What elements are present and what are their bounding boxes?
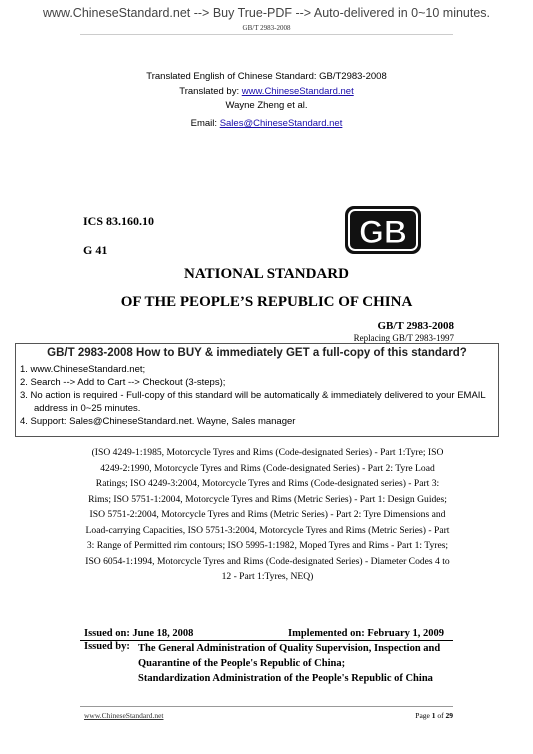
- issuer-line-3: Standardization Administration of the People's Republic of China: [138, 673, 433, 684]
- header-doc-number: GB/T 2983-2008: [242, 24, 291, 32]
- page-separator: of: [435, 711, 446, 720]
- buy-step-3: 3. No action is required - Full-copy of this standard will be automatically & immediately delivered to your EMAIL address in 0~25 minutes.: [20, 390, 486, 414]
- email-label: Email:: [190, 118, 220, 129]
- buy-step-2: 2. Search --> Add to Cart --> Checkout (3-steps);: [20, 377, 226, 388]
- title-line-1: NATIONAL STANDARD: [184, 266, 349, 282]
- page-current: 1: [431, 711, 436, 720]
- translator-site-link[interactable]: www.ChineseStandard.net: [241, 86, 354, 97]
- issued-date: Issued on: June 18, 2008: [84, 628, 194, 639]
- translated-by-line: [0, 86, 533, 97]
- iso-equivalents: (ISO 4249-1:1985, Motorcycle Tyres and Rims (Code-designated Series) - Part 1:Tyre; ISO 4249-2:1990, Motorcycle Tyres and Rims (Code-designated Series) - Part 2: Tyre Load Ratings; ISO 4249-3:2004, Motorcycle Tyres and Rims (Code-designated series) - Part 3: Rims; ISO 5751-1:2004, Motorcycle Tyres and Rims (Metric Series) - Part 1: Design Guides; ISO 5751-2:2004, Motorcycle Tyres and Rims (Metric Series) - Part 2: Tyre Dimensions and Load-carrying Capacities, ISO 5751-3:2004, Motorcycle Tyres and Rims (Metric Series) - Part 3: Range of Permitted rim contours; ISO 5995-1:1982, Moped Tyres and Rims - Part 1: Tyres; ISO 6054-1:1994, Motorcycle Tyres and Rims (Code-designated Series) - Diameter Codes 4 to 12 - Part 1:Tyres, NEQ): [85, 447, 450, 582]
- email-link[interactable]: Sales@ChineseStandard.net: [219, 118, 343, 129]
- gb-logo-text: GB: [359, 214, 407, 250]
- replacing-note: Replacing GB/T 2983-1997: [353, 333, 454, 343]
- issuer-line-2: Quarantine of the People's Republic of China;: [138, 658, 346, 669]
- implemented-date: Implemented on: February 1, 2009: [288, 628, 445, 639]
- standard-number: GB/T 2983-2008: [377, 320, 454, 332]
- footer-site-link[interactable]: www.ChineseStandard.net: [84, 711, 164, 720]
- gb-logo: [344, 205, 422, 255]
- header-divider: [80, 34, 453, 35]
- page-total: 29: [445, 711, 453, 720]
- title-line-2: OF THE PEOPLE’S REPUBLIC OF CHINA: [120, 294, 413, 310]
- translated-by-label: Translated by:: [179, 86, 242, 97]
- page-prefix: Page: [415, 711, 432, 720]
- how-to-buy-steps: [20, 363, 498, 428]
- issuer-block: [138, 641, 468, 686]
- issued-by-label: Issued by:: [84, 641, 130, 652]
- email-line: [0, 118, 533, 129]
- buy-step-4: 4. Support: Sales@ChineseStandard.net. Wayne, Sales manager: [20, 416, 296, 427]
- ics-code: ICS 83.160.10: [83, 214, 155, 228]
- footer-divider: [80, 706, 453, 707]
- page-indicator: [415, 711, 453, 720]
- translation-line: Translated English of Chinese Standard: GB/T2983-2008: [146, 71, 387, 82]
- translator-name: Wayne Zheng et al.: [225, 100, 308, 111]
- ccs-code: G 41: [83, 243, 108, 257]
- buy-step-1[interactable]: 1. www.ChineseStandard.net;: [20, 364, 146, 375]
- issuer-line-1: The General Administration of Quality Supervision, Inspection and: [138, 643, 441, 654]
- how-to-buy-box: [15, 343, 499, 437]
- top-banner: www.ChineseStandard.net --> Buy True-PDF --> Auto-delivered in 0~10 minutes.: [42, 6, 491, 20]
- how-to-buy-title: GB/T 2983-2008 How to BUY & immediately GET a full-copy of this standard?: [47, 347, 467, 359]
